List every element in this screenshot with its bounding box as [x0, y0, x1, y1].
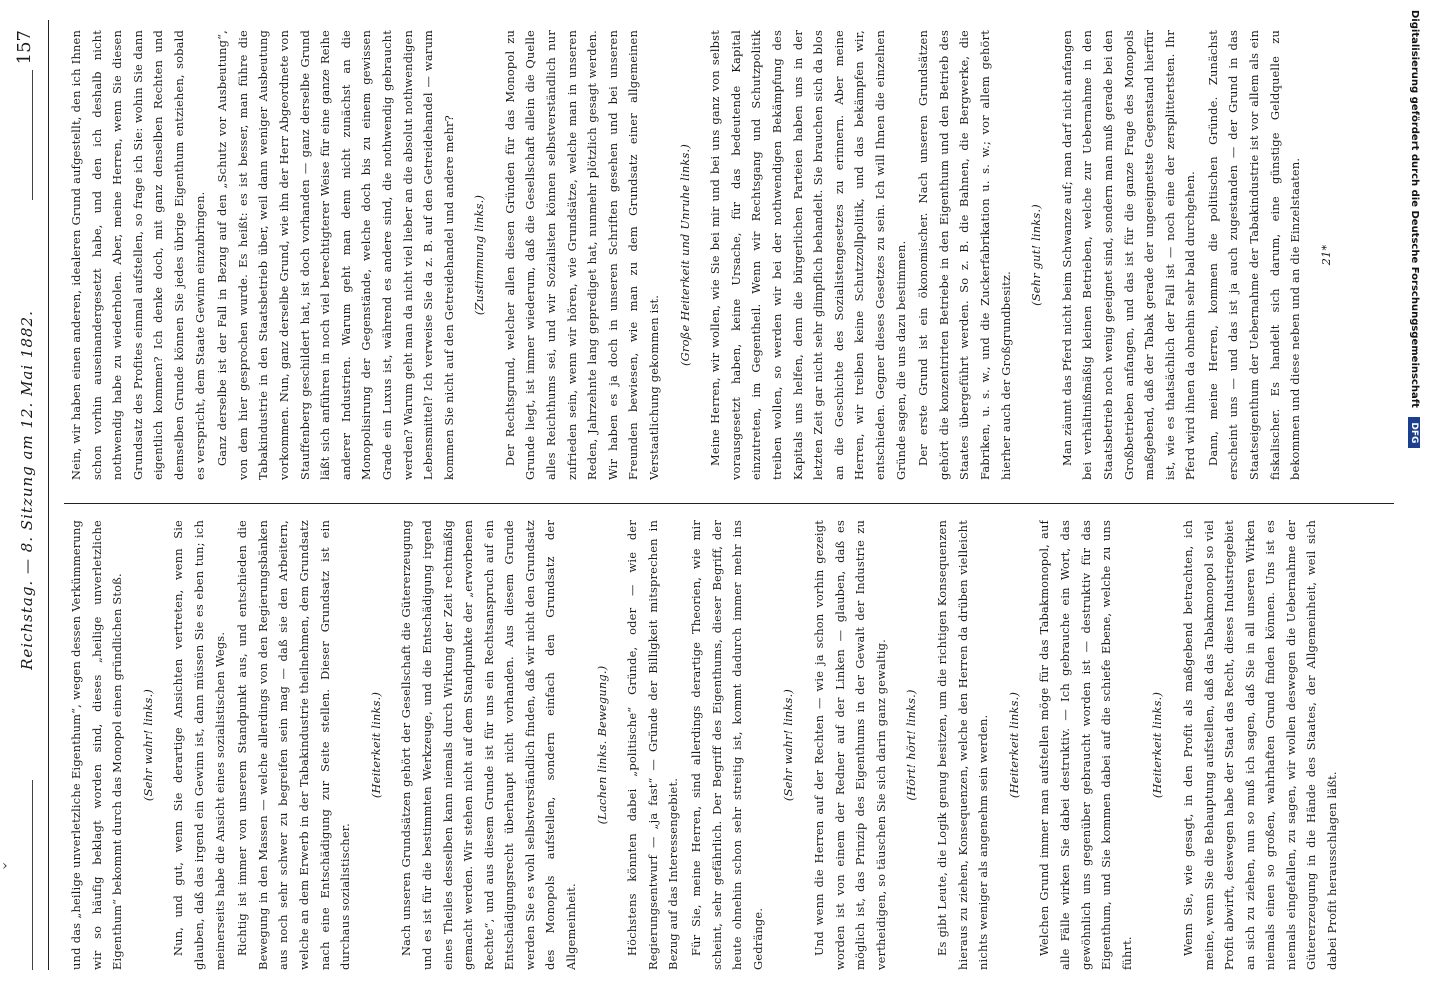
paragraph: Für Sie, meine Herren, sind allerdings derartige Theorien, wie mir scheint, sehr gefährlich. Der Begriff des Eigenthums, dieser Begriff, der heute ohnehin schon sehr streitig ist, kommt dadurch immer mehr ins Gedränge.	[689, 520, 765, 970]
paragraph: Ganz derselbe ist der Fall in Bezug auf den „Schutz vor Ausbeutung“, von dem hier gesprochen wurde. Es heißt: es ist besser, man führe die Tabakindustrie in den Staatsbetrieb über, weil dann weniger Ausbeutung vorkommen. Nun, ganz derselbe Grund, wie ihn der Herr Abgeordnete von Stauffenberg geschildert hat, ist doch vorhanden — ganz derselbe Grund läßt sich anführen in noch viel berechtigterer Weise für eine ganze Reihe anderer Industrien. Warum geht man denn nicht zunächst an die Monopolisirung der Gegenstände, welche doch bis zu einem gewissen Grade ein Luxus ist, während es andere sind, die nothwendig gebraucht werden? Warum geht man da nicht viel lieber an die absolut nothwendigen Lebensmittel? Ich verweise Sie da z. B. auf den Getreidehandel — warum kommen Sie nicht auf den Getreidehandel und andere mehr?	[215, 30, 456, 480]
interjection: (Lachen links. Bewegung.)	[594, 665, 609, 825]
interjection: (Heiterkeit links.)	[1006, 691, 1021, 799]
interjection: (Heiterkeit links.)	[1150, 691, 1165, 799]
paragraph: und das „heilige unverletzliche Eigenthum“, wegen dessen Verkümmerung wir so häufig beklagt worden sind, dieses „heilige unverletzliche Eigenthum“ bekommt durch das Monopol einen gründlichen Stoß.	[69, 520, 125, 970]
paragraph: Höchstens könnten dabei „politische“ Gründe, oder — wie der Regierungsentwurf — „ja fast“ — Gründe der Billigkeit mitsprechen in Bezug auf das Interessengebiet.	[625, 520, 681, 970]
dfg-logo: DFG	[1408, 417, 1420, 448]
column-divider	[64, 503, 1394, 504]
paragraph: Richtig ist immer von unserem Standpunkt aus, und entschieden die Bewegung in den Massen — welche allerdings von den Regierungsbänken aus noch sehr schwer zu begreifen sein mag — daß sie den Arbeitern, welche an dem Erwerb in der Tabakindustrie theilnehmen, dem Grundsatz nach eine Entschädigung zur Seite stellen. Dieser Grundsatz ist ein durchaus sozialistischer.	[235, 520, 353, 970]
paragraph: Meine Herren, wir wollen, wie Sie bei mir und bei uns ganz von selbst vorausgesetzt haben, keine Ursache, für das bedeutende Kapital einzutreten, im Gegentheil. Wenn wir Rechtsgang und Schutzpolitik treiben wollen, so werden wir bei der nothwendigen Bekämpfung des Kapitals uns helfen, denn die bürgerlichen Parteien haben uns in der letzten Zeit gar nicht sehr glimpflich behandelt. Sie brauchen sich da blos an die Geschichte des Sozialistengesetzes zu erinnern. Aber meine Herren, wir treiben keine Schutzzollpolitik, und das bekämpfen wir, entschieden. Gegner dieses Gesetzes zu sein. Ich will Ihnen die einzelnen Gründe sagen, die uns dazu bestimmen.	[708, 30, 908, 480]
paragraph: Der Rechtsgrund, welcher allen diesen Gründen für das Monopol zu Grunde liegt, ist immer wiederum, daß die Gesellschaft allein die Quelle alles Reichthums sei, und wir Sozialisten können selbstverständlich nur zufrieden sein, wenn wir hören, wie Grundsätze, welche man in unseren Reden, Jahrzehnte lang geprediget hat, nunmehr plötzlich gesagt werden. Wir haben es ja doch in unseren Schriften gesehen und bei unseren Freunden bewiesen, wie man zu dem Grundsatz einer allgemeinen Verstaatlichung gekommen ist.	[502, 30, 662, 480]
header-rule-left	[32, 780, 33, 970]
paragraph: Nein, wir haben einen anderen, idealeren Grund aufgestellt, den ich Ihnen schon vorhin auseinandergesetzt habe, und den ich deshalb nicht nothwendig habe zu wiederholen. Aber, meine Herren, wenn Sie diesen Grundsatz des Profites einmal aufstellen, so frage ich Sie: wohin Sie dann eigentlich kommen? Ich denke doch, mit ganz denselben Rechten und demselben Grunde können Sie jedes übrige Eigenthum entziehen, sobald es verspricht, dem Staate Gewinn einzubringen.	[69, 30, 207, 480]
signature-mark: 21*	[1318, 244, 1333, 266]
header-rule-right	[32, 70, 33, 200]
interjection: (Zustimmung links.)	[472, 194, 487, 316]
interjection: (Heiterkeit links.)	[368, 691, 383, 799]
paragraph: Wenn Sie, wie gesagt, in den Profit als maßgebend betrachten, ich meine, wenn Sie die Behauptung aufstellen, daß das Tabakmonopol so viel Profit abwirft, deswegen habe der Staat das Recht, dieses Industriegebiet an sich zu ziehen, nun so muß ich sagen, daß Sie in all unseren Wirken niemals einen so großen, wahrhaften Grund finden können. Uns ist es niemals eingefallen, zu sagen, wir wollen deswegen die Uebernahme der Gütererzeugung in die Hände des Staates, der Allgemeinheit, weil sich dabei Profit herausschlagen läßt.	[1180, 520, 1340, 970]
page-number: 157	[14, 30, 35, 65]
interjection: (Sehr wahr! links.)	[781, 688, 796, 802]
page-header	[8, 20, 49, 970]
margin-mark: ›	[2, 858, 8, 874]
interjection: (Sehr wahr! links.)	[140, 688, 155, 802]
paragraph: Nach unseren Grundsätzen gehört der Gesellschaft die Gütererzeugung und es ist für die bestimmten Werkzeuge, und die Entschädigung irgend eines Theiles desselben kann niemals durch Wirkung der Zeit rechtmäßig gemacht werden. Wir stehen nicht auf dem Standpunkte der „erworbenen Rechte“, und aus diesem Grunde ist für uns ein Rechtsanspruch auf ein Entschädigungsrecht überhaupt nicht vorhanden. Aus diesem Grunde werden Sie es wohl selbstverständlich finden, daß wir nicht den Grundsatz des Monopols aufstellen, sondern einfach den Grundsatz der Allgemeinheit.	[399, 520, 579, 970]
interjection: (Große Heiterkeit und Unruhe links.)	[677, 144, 692, 367]
interjection: (Sehr gut! links.)	[1029, 204, 1044, 306]
left-column	[66, 520, 1386, 970]
interjection: (Hört! hört! links.)	[904, 689, 919, 801]
paragraph: Es gibt Leute, die Logik genug besitzen, um die richtigen Konsequenzen hieraus zu ziehen, Konsequenzen, welche den Herren da drüben vielleicht nichts weniger als angenehm sein werden.	[934, 520, 991, 970]
paragraph: Dann, meine Herren, kommen die politischen Gründe. Zunächst erscheint uns — und das ist ja auch zugestanden — der Grund in das Staatseigenthum der Uebernahme der Tabakindustrie ist vor allem als ein fiskalischer. Es handelt sich darum, eine günstige Geldquelle zu bekommen und diese neben und an die Einzelstaaten.	[1205, 30, 1303, 480]
page-title: Reichstag. — 8. Sitzung am 12. Mai 1882.	[18, 310, 36, 670]
paragraph: Und wenn die Herren auf der Rechten — wie ja schon vorhin gezeigt worden ist von einem der Redner auf der Linken — glauben, daß es möglich ist, das Prinzip des Eigenthums in der Gewalt der Industrie zu vertheidigen, so täuschen Sie sich darin ganz gewaltig.	[812, 520, 888, 970]
paragraph: Nun, und gut, wenn Sie derartige Ansichten vertreten, wenn Sie glauben, daß das irgend ein Gewinn ist, dann müssen Sie es eben tun; ich meinerseits habe die Ansicht eines sozialistischen Wegs.	[171, 520, 227, 970]
paragraph: Der erste Grund ist ein ökonomischer. Nach unseren Grundsätzen gehört die konzentrirten Betriebe in den Eigenthum und den Betrieb des Staates übergeführt werden. So z. B. die Bahnen, die Bergwerke, die Fabriken, u. s. w., und die Zuckerfabrikation u. s. w.; vor allem gehört hierher auch der Großgrundbesitz.	[916, 30, 1013, 480]
side-note-text: Digitalisierung gefördert durch die Deutsche Forschungsgemeinschaft	[1409, 10, 1420, 408]
paragraph: Welchen Grund immer man aufstellen möge für das Tabakmonopol, auf alle Fälle wirken Sie dabei destruktiv. — Ich gebrauche ein Wort, das gewöhnlich uns gegenüber gebraucht worden ist — destruktiv für das Eigenthum, und Sie kommen dabei auf die schiefe Ebene, welche zu uns führt.	[1037, 520, 1134, 970]
paragraph: Man zäumt das Pferd nicht beim Schwanze auf; man darf nicht anfangen bei verhältnißmäßig kleinen Betrieben, welche zur Uebernahme in den Staatsbetrieb noch wenig geeignet sind, sondern man muß gerade bei den Großbetrieben anfangen, und das ist für die ganze Frage des Monopols maßgebend, daß der Tabak gerade der ungeeignetste Gegenstand hierfür ist, wie es thatsächlich der Fall ist — noch eine der zersplittertsten. Ihr Pferd wird ihnen da ohnehin sehr bald durchgehen.	[1059, 30, 1198, 480]
right-column	[66, 30, 1386, 480]
